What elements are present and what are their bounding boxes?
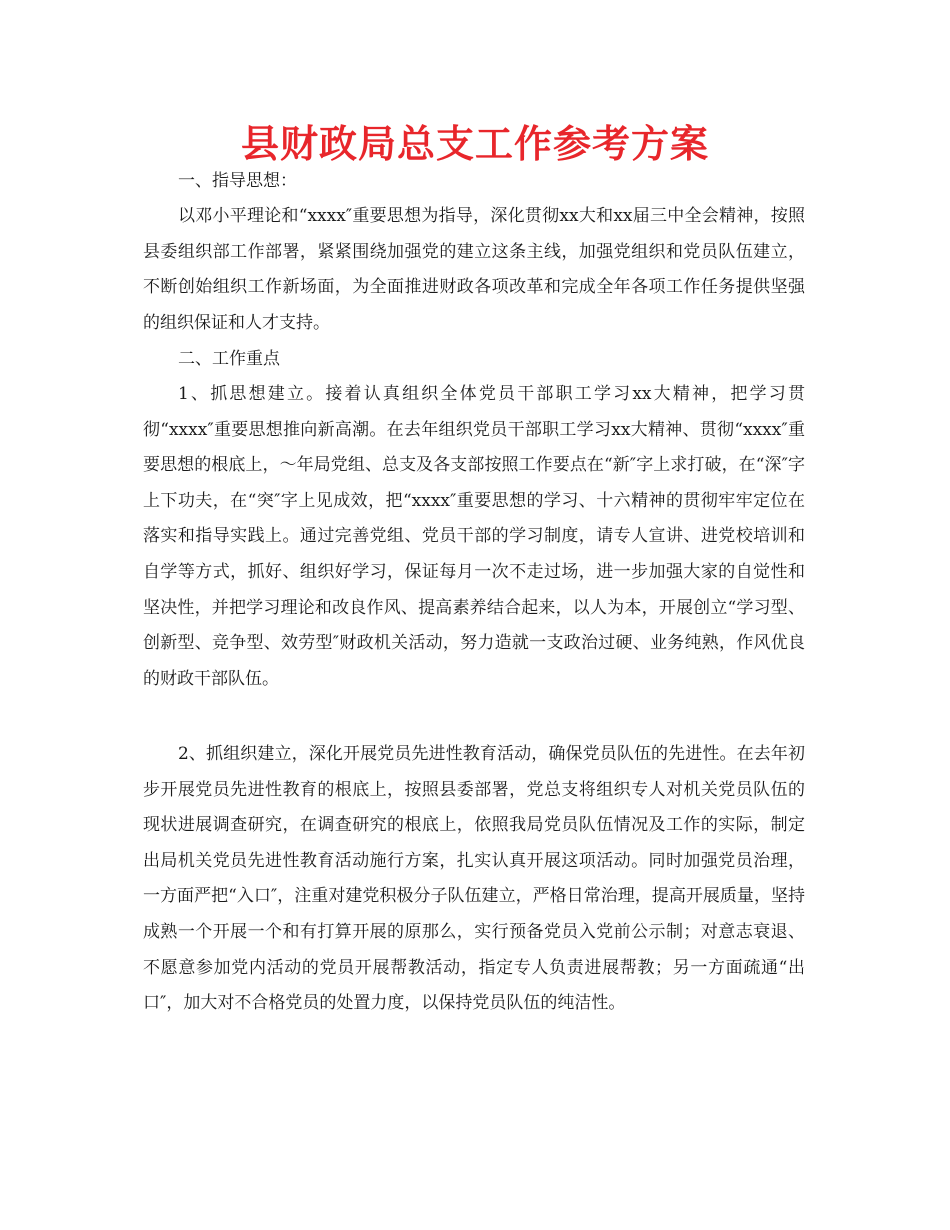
- section-heading-guiding-ideology: 一、指导思想：: [178, 171, 297, 191]
- section-guiding-ideology-body: [143, 199, 805, 341]
- paragraph-item1-ideological-building: 1、抓思想建立。接着认真组织全体党员干部职工学习xx大精神，把学习贯彻“xxxx″重要思想推向新高潮。在去年组织党员干部职工学习xx大精神、贯彻“xxxx″重要思想的根底上，～年局党组、总支及各支部按照工作要点在“新″字上求打破，在“深″字上下功夫，在“突″字上见成效，把“xxxx″重要思想的学习、十六精神的贯彻牢牢定位在落实和指导实践上。通过完善党组、党员干部的学习制度，请专人宣讲、进党校培训和自学等方式，抓好、组织好学习，保证每月一次不走过场，进一步加强大家的自觉性和坚决性，并把学习理论和改良作风、提高素养结合起来，以人为本，开展创立“学习型、创新型、竞争型、效劳型″财政机关活动，努力造就一支政治过硬、业务纯熟，作风优良的财政干部队伍。: [143, 384, 805, 689]
- section-heading-work-focus: 二、工作重点: [178, 349, 280, 369]
- document-title: 县财政局总支工作参考方案: [240, 122, 709, 166]
- section-work-focus-item1: [143, 377, 805, 697]
- paragraph-item2-organizational-building: 2、抓组织建立，深化开展党员先进性教育活动，确保党员队伍的先进性。在去年初步开展党员先进性教育的根底上，按照县委部署，党总支将组织专人对机关党员队伍的现状进展调查研究，在调查研究的根底上，依照我局党员队伍情况及工作的实际，制定出局机关党员先进性教育活动施行方案，扎实认真开展这项活动。同时加强党员治理，一方面严把“入口″，注重对建党积极分子队伍建立，严格日常治理，提高开展质量，坚持成熟一个开展一个和有打算开展的原那么，实行预备党员入党前公示制；对意志衰退、不愿意参加党内活动的党员开展帮教活动，指定专人负责进展帮教；另一方面疏通“出口″，加大对不合格党员的处置力度，以保持党员队伍的纯洁性。: [143, 744, 805, 1014]
- section-work-focus-item2: [143, 737, 805, 1022]
- paragraph-guiding-ideology: 以邓小平理论和“xxxx″重要思想为指导，深化贯彻xx大和xx届三中全会精神，按照县委组织部工作部署，紧紧围绕加强党的建立这条主线，加强党组织和党员队伍建立，不断创始组织工作新场面，为全面推进财政各项改革和完成全年各项工作任务提供坚强的组织保证和人才支持。: [143, 206, 805, 333]
